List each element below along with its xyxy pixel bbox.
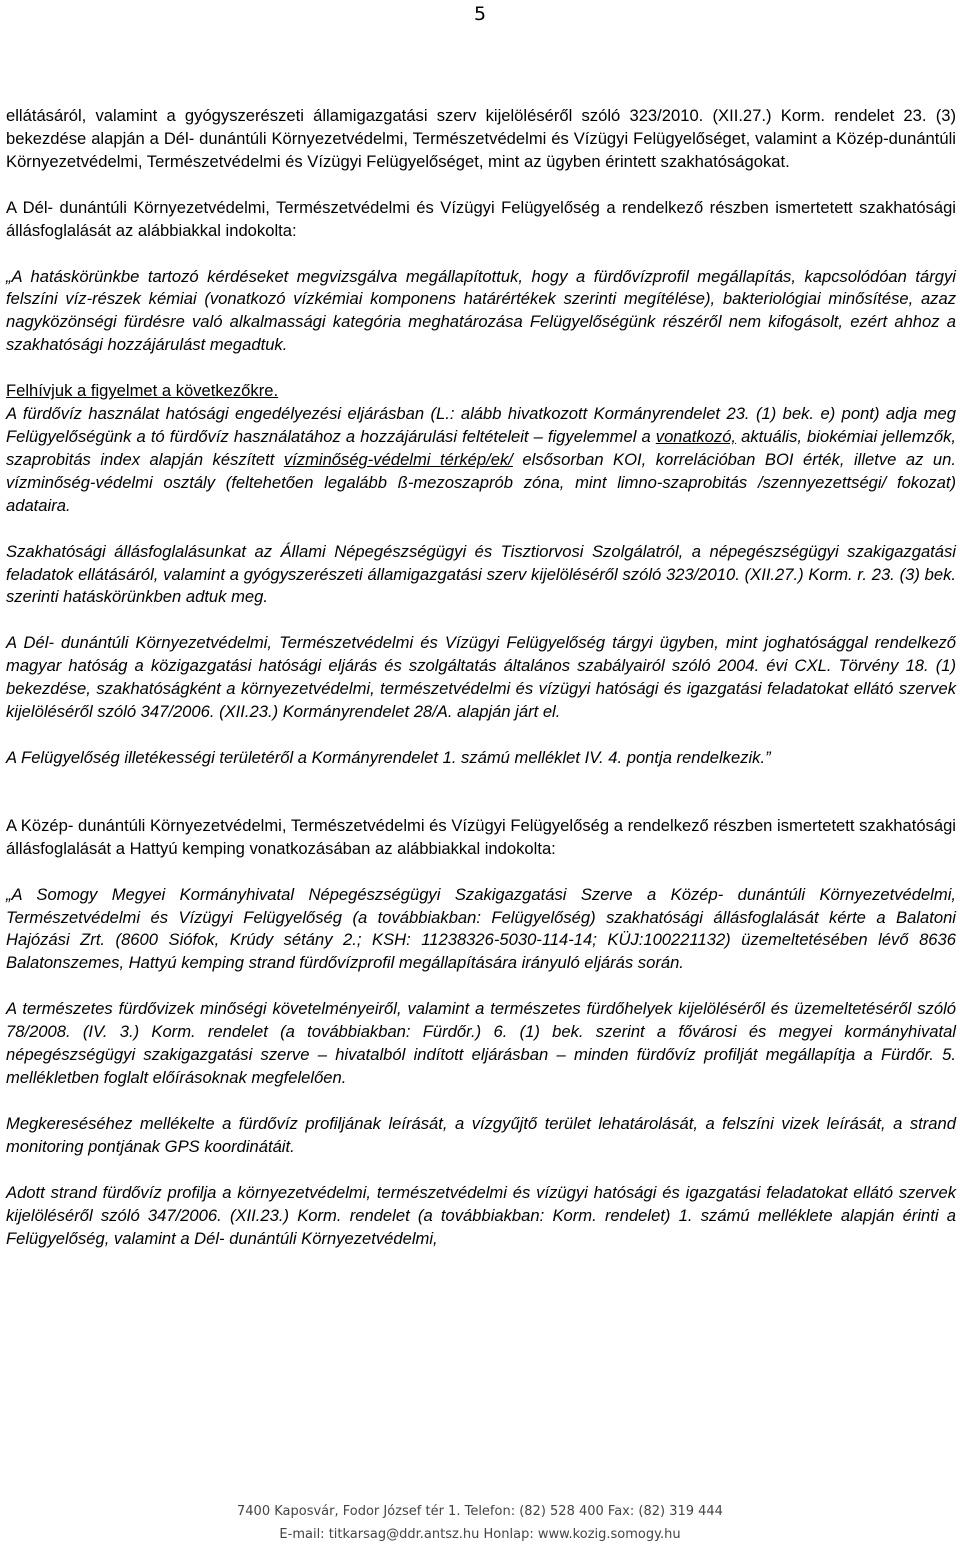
paragraph-4-underlined-1: vonatkozó, xyxy=(655,426,737,446)
paragraph-4-heading: Felhívjuk a figyelmet a következőkre. xyxy=(6,381,279,401)
paragraph-6: A Dél- dunántúli Környezetvédelmi, Természetvédelmi és Vízügyi Felügyelőség tárgyi ügyben, mint joghatósággal rendelkező magyar hatóság a közigazgatási hatósági eljárás és szolgáltatás általános szabályairól szóló 2004. évi CXL. Törvény 18. (1) bekezdése, szakhatóságként a környezetvédelmi, természetvédelmi és vízügyi hatósági és igazgatási feladatokat ellátó szervek kijelöléséről szóló 347/2006. (XII.23.) Kormányrendelet 28/A. alapján járt el. xyxy=(6,633,956,722)
paragraph-8: A Közép- dunántúli Környezetvédelmi, Természetvédelmi és Vízügyi Felügyelőség a rendelkező részben ismertetett szakhatósági állásfoglalását a Hattyú kemping vonatkozásában az alábbiakkal indokolta: xyxy=(6,815,956,858)
paragraph-4-text-3: elsősorban KOI, korrelációban BOI érték, illetve az un. vízminőség-védelmi osztály (feltehetően legalább ß-mezoszaprób zóna, mint limno-szaprobitás /szennyezettségi/ fokozat) adataira. xyxy=(6,449,956,515)
footer-address: 7400 Kaposvár, Fodor József tér 1. Telefon: (82) 528 400 Fax: (82) 319 444 xyxy=(237,1504,723,1519)
paragraph-4 xyxy=(6,403,956,518)
paragraph-4-underlined-2: vízminőség-védelmi térkép/ek/ xyxy=(283,449,513,469)
paragraph-7: A Felügyelőség illetékességi területéről a Kormányrendelet 1. számú melléklet IV. 4. pontja rendelkezik.” xyxy=(6,747,771,767)
paragraph-3-quote: „A hatáskörünkbe tartozó kérdéseket megvizsgálva megállapítottuk, hogy a fürdővízprofil megállapítás, kapcsolódóan tárgyi felszíni víz-részek kémiai (vonatkozó vízkémiai komponens határértékek szerinti megítélése), bakteriológiai minősítése, azaz nagyközönségi fürdésre való alkalmassági kategória meghatározása Felügyelőségünk részéről nem kifogásolt, ezért ahhoz a szakhatósági hozzájárulást megadtuk. xyxy=(6,266,956,355)
paragraph-12: Adott strand fürdővíz profilja a környezetvédelmi, természetvédelmi és vízügyi hatósági és igazgatási feladatokat ellátó szervek kijelöléséről szóló 347/2006. (XII.23.) Korm. rendelet (a továbbiakban: Korm. rendelet) 1. számú melléklete alapján érinti a Felügyelőség, valamint a Dél- dunántúli Környezetvédelmi, xyxy=(6,1182,956,1248)
paragraph-1: ellátásáról, valamint a gyógyszerészeti államigazgatási szerv kijelöléséről szóló 323/2010. (XII.27.) Korm. rendelet 23. (3) bekezdése alapján a Dél- dunántúli Környezetvédelmi, Természetvédelmi és Vízügyi Felügyelőséget, valamint a Közép-dunántúli Környezetvédelmi, Természetvédelmi és Vízügyi Felügyelőséget, mint az ügyben érintett szakhatóságokat. xyxy=(6,106,956,171)
footer-contact: E-mail: titkarsag@ddr.antsz.hu Honlap: www.kozig.somogy.hu xyxy=(279,1527,681,1542)
paragraph-4-text-2: aktuális, biokémiai jellemzők, szaprobitás index alapján készített xyxy=(6,426,956,469)
paragraph-5: Szakhatósági állásfoglalásunkat az Állami Népegészségügyi és Tisztiorvosi Szolgálatról, a népegészségügyi szakigazgatási feladatok ellátásáról, valamint a gyógyszerészeti államigazgatási szerv kijelöléséről szóló 323/2010. (XII.27.) Korm. r. 23. (3) bek. szerinti hatáskörünkben adtuk meg. xyxy=(6,541,956,607)
paragraph-11: Megkereséséhez mellékelte a fürdővíz profiljának leírását, a vízgyűjtő terület lehatárolását, a felszíni vizek leírását, a strand monitoring pontjának GPS koordinátáit. xyxy=(6,1113,956,1156)
document-body xyxy=(6,105,956,1250)
paragraph-4-text-1: A fürdővíz használat hatósági engedélyezési eljárásban (L.: alább hivatkozott Kormányrendelet 23. (1) bek. e) pont) adja meg Felügyelőségünk a tó fürdővíz használatához a hozzájárulási feltételeit – figyelemmel a xyxy=(6,404,956,446)
paragraph-2: A Dél- dunántúli Környezetvédelmi, Természetvédelmi és Vízügyi Felügyelőség a rendelkező részben ismertetett szakhatósági állásfoglalását az alábbiakkal indokolta: xyxy=(6,197,956,240)
paragraph-9-quote: „A Somogy Megyei Kormányhivatal Népegészségügyi Szakigazgatási Szerve a Közép- dunántúli Környezetvédelmi, Természetvédelmi és Vízügyi Felügyelőség (a továbbiakban: Felügyelőség) szakhatósági állásfoglalását kérte a Balatoni Hajózási Zrt. (8600 Siófok, Krúdy sétány 2.; KSH: 11238326-5030-114-14; KÜJ:100221132) üzemeltetésében lévő 8636 Balatonszemes, Hattyú kemping strand fürdővízprofil megállapítására irányuló eljárás során. xyxy=(6,884,956,973)
page-number: 5 xyxy=(473,3,487,25)
paragraph-10: A természetes fürdővizek minőségi követelményeiről, valamint a természetes fürdőhelyek kijelöléséről és üzemeltetéséről szóló 78/2008. (IV. 3.) Korm. rendelet (a továbbiakban: Fürdőr.) 6. (1) bek. szerint a fővárosi és megyei kormányhivatal népegészségügyi szakigazgatási szerve – hivatalból indított eljárásban – minden fürdővíz profilját megállapítja a Fürdőr. 5. mellékletben foglalt előírásoknak megfelelően. xyxy=(6,999,956,1087)
